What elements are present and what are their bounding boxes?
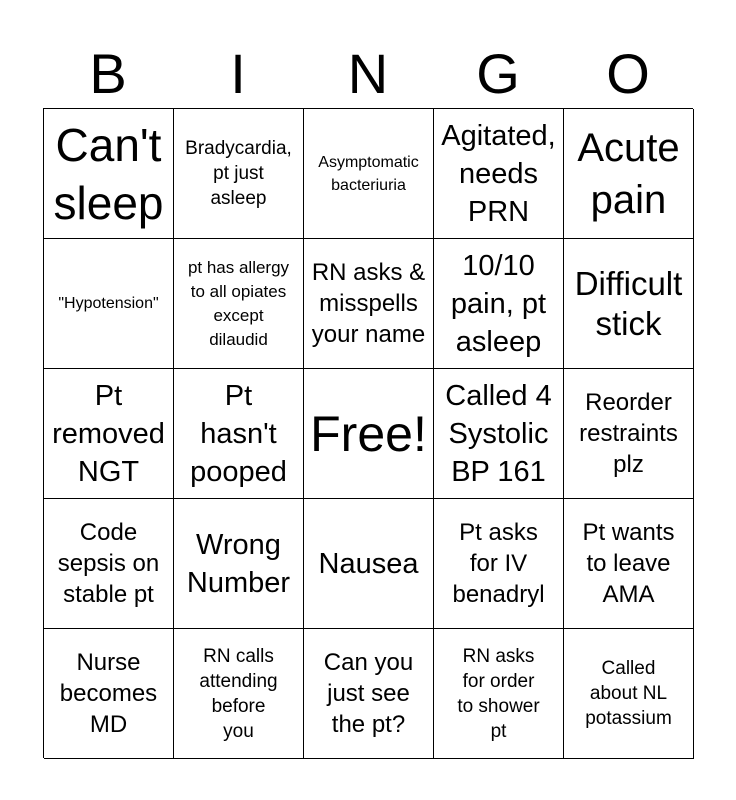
bingo-cell[interactable]: [174, 239, 304, 369]
bingo-cell[interactable]: [44, 629, 174, 759]
bingo-cell[interactable]: [564, 499, 694, 629]
bingo-cell[interactable]: [304, 109, 434, 239]
cell-text: Pt hasn't pooped: [190, 379, 287, 488]
bingo-cell[interactable]: [304, 629, 434, 759]
bingo-header: [43, 40, 693, 108]
cell-text: Pt asks for IV benadryl: [452, 519, 545, 608]
bingo-grid: [43, 108, 693, 758]
header-letter-g: G: [476, 42, 520, 105]
cell-text: "Hypotension": [58, 295, 159, 312]
cell-text: Called about NL potassium: [585, 658, 672, 729]
bingo-cell[interactable]: [564, 239, 694, 369]
cell-text: Code sepsis on stable pt: [57, 519, 160, 608]
cell-text: RN asks for order to shower pt: [457, 645, 540, 742]
bingo-cell[interactable]: [44, 499, 174, 629]
cell-text: Pt removed NGT: [52, 379, 165, 488]
cell-text: Wrong Number: [186, 528, 291, 599]
header-letter-n: N: [347, 42, 389, 105]
bingo-cell[interactable]: [174, 499, 304, 629]
bingo-cell[interactable]: [434, 499, 564, 629]
bingo-cell[interactable]: [304, 239, 434, 369]
bingo-cell[interactable]: [174, 109, 304, 239]
cell-text: RN calls attending before you: [199, 645, 278, 742]
header-letter-o: O: [606, 42, 650, 105]
cell-text: Acute pain: [577, 125, 680, 222]
cell-text: Nausea: [318, 547, 419, 580]
header-letter-i: I: [230, 42, 246, 105]
bingo-cell[interactable]: [44, 109, 174, 239]
bingo-cell[interactable]: [174, 629, 304, 759]
cell-text: pt has allergy to all opiates except dilaudid: [187, 257, 290, 349]
cell-text: Called 4 Systolic BP 161: [445, 379, 552, 488]
bingo-cell[interactable]: [434, 109, 564, 239]
header-letter-b: B: [89, 42, 127, 105]
bingo-cell[interactable]: [564, 629, 694, 759]
cell-text: RN asks & misspells your name: [311, 259, 426, 348]
cell-text: Reorder restraints plz: [579, 389, 678, 478]
cell-text: 10/10 pain, pt asleep: [450, 249, 547, 358]
cell-text: Asymptomatic bacteriuria: [318, 153, 419, 194]
bingo-cell[interactable]: [564, 369, 694, 499]
cell-text: Pt wants to leave AMA: [582, 519, 675, 608]
bingo-cell[interactable]: [434, 369, 564, 499]
free-space-cell[interactable]: [304, 369, 434, 499]
cell-text: Nurse becomes MD: [59, 649, 158, 738]
bingo-cell[interactable]: [304, 499, 434, 629]
bingo-cell[interactable]: [174, 369, 304, 499]
bingo-cell[interactable]: [564, 109, 694, 239]
bingo-cell[interactable]: [434, 239, 564, 369]
bingo-cell[interactable]: [44, 239, 174, 369]
cell-text: Bradycardia, pt just asleep: [185, 138, 292, 209]
bingo-cell[interactable]: [44, 369, 174, 499]
cell-text: Can't sleep: [53, 118, 164, 229]
cell-text: Difficult stick: [574, 264, 683, 342]
cell-text: Agitated, needs PRN: [441, 119, 556, 228]
cell-text: Can you just see the pt?: [323, 649, 414, 738]
free-space-text: Free!: [310, 405, 427, 462]
bingo-cell[interactable]: [434, 629, 564, 759]
